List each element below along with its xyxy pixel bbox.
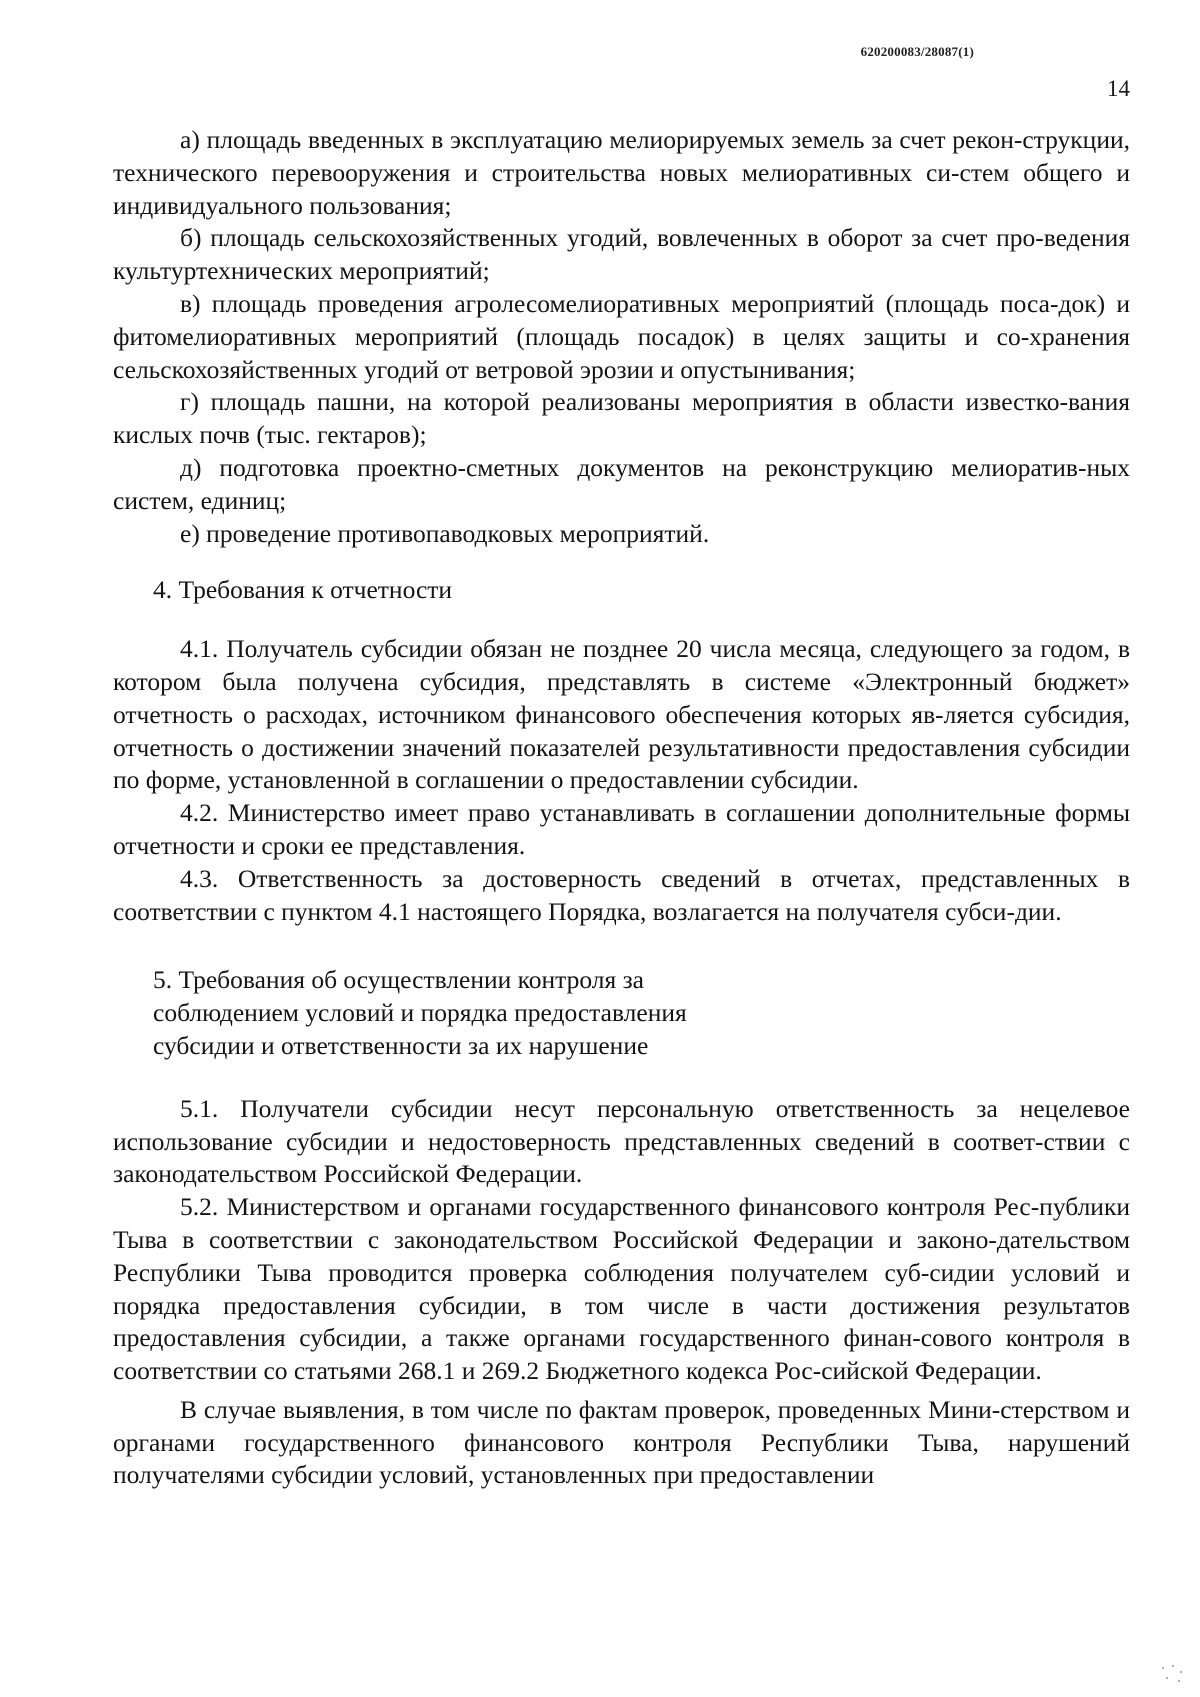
list-item: г) площадь пашни, на которой реализованы мероприятия в области известко-вания кислых почв (тыс. гектаров); [113, 387, 1130, 450]
paragraph-5-1: 5.1. Получатели субсидии несут персональную ответственность за нецелевое использование субсидии и недостоверность представленных сведений в соответ-ствии с законодательством Российской Федерации. [113, 1093, 1130, 1189]
section-5-heading-line: 5. Требования об осуществлении контроля за [153, 965, 644, 995]
paragraph-4-1: 4.1. Получатель субсидии обязан не позднее 20 числа месяца, следующего за годом, в котором была получена субсидия, представлять в системе «Электронный бюджет» отчетность о расходах, источником финансового обеспечения которых яв-ляется субсидия, отчетность о достижении значений показателей результативности предоставления субсидии по форме, установленной в соглашении о предоставлении субсидии. [113, 634, 1130, 795]
section-4-heading: 4. Требования к отчетности [153, 575, 453, 605]
document-body [113, 124, 1130, 1492]
list-item: д) подготовка проектно-сметных документов на реконструкцию мелиоратив-ных систем, единиц; [113, 452, 1130, 515]
section-5-heading-line: соблюдением условий и порядка предоставления [153, 998, 687, 1028]
section-5-heading [113, 964, 1130, 1062]
scan-artifact [1158, 1663, 1186, 1685]
section-5-heading-line: субсидии и ответственности за их нарушение [153, 1030, 649, 1060]
list-item: а) площадь введенных в эксплуатацию мелиорируемых земель за счет рекон-струкции, технического перевооружения и строительства новых мелиоративных си-стем общего и индивидуального пользования; [113, 125, 1130, 220]
page-number: 14 [1107, 76, 1130, 101]
list-item: в) площадь проведения агролесомелиоративных мероприятий (площадь поса-док) и фитомелиоративных мероприятий (площадь посадок) в целях защиты и со-хранения сельскохозяйственных угодий от ветровой эрозии и опустынивания; [113, 288, 1130, 384]
paragraph-4-2: 4.2. Министерство имеет право устанавливать в соглашении дополнительные формы отчетности и сроки ее представления. [113, 798, 1130, 860]
paragraph-5-2: 5.2. Министерством и органами государственного финансового контроля Рес-публики Тыва в соответствии с законодательством Российской Федерации и законо-дательством Республики Тыва проводится проверка соблюдения получателем суб-сидии условий и порядка предоставления субсидии, в том числе в части достижения результатов предоставления субсидии, а также органами государственного финан-сового контроля в соответствии со статьями 268.1 и 269.2 Бюджетного кодекса Рос-сийской Федерации. [113, 1192, 1130, 1386]
list-item: е) проведение противопаводковых мероприятий. [180, 518, 710, 548]
document-code: 620200083/28087(1) [860, 44, 974, 59]
paragraph-5-3: В случае выявления, в том числе по фактам проверок, проведенных Мини-стерством и органами государственного финансового контроля Республики Тыва, нарушений получателями субсидии условий, установленных при предоставлении [113, 1394, 1130, 1490]
paragraph-4-3: 4.3. Ответственность за достоверность сведений в отчетах, представленных в соответствии с пунктом 4.1 настоящего Порядка, возлагается на получателя субси-дии. [113, 863, 1130, 926]
list-item: б) площадь сельскохозяйственных угодий, вовлеченных в оборот за счет про-ведения культуртехнических мероприятий; [113, 223, 1130, 286]
